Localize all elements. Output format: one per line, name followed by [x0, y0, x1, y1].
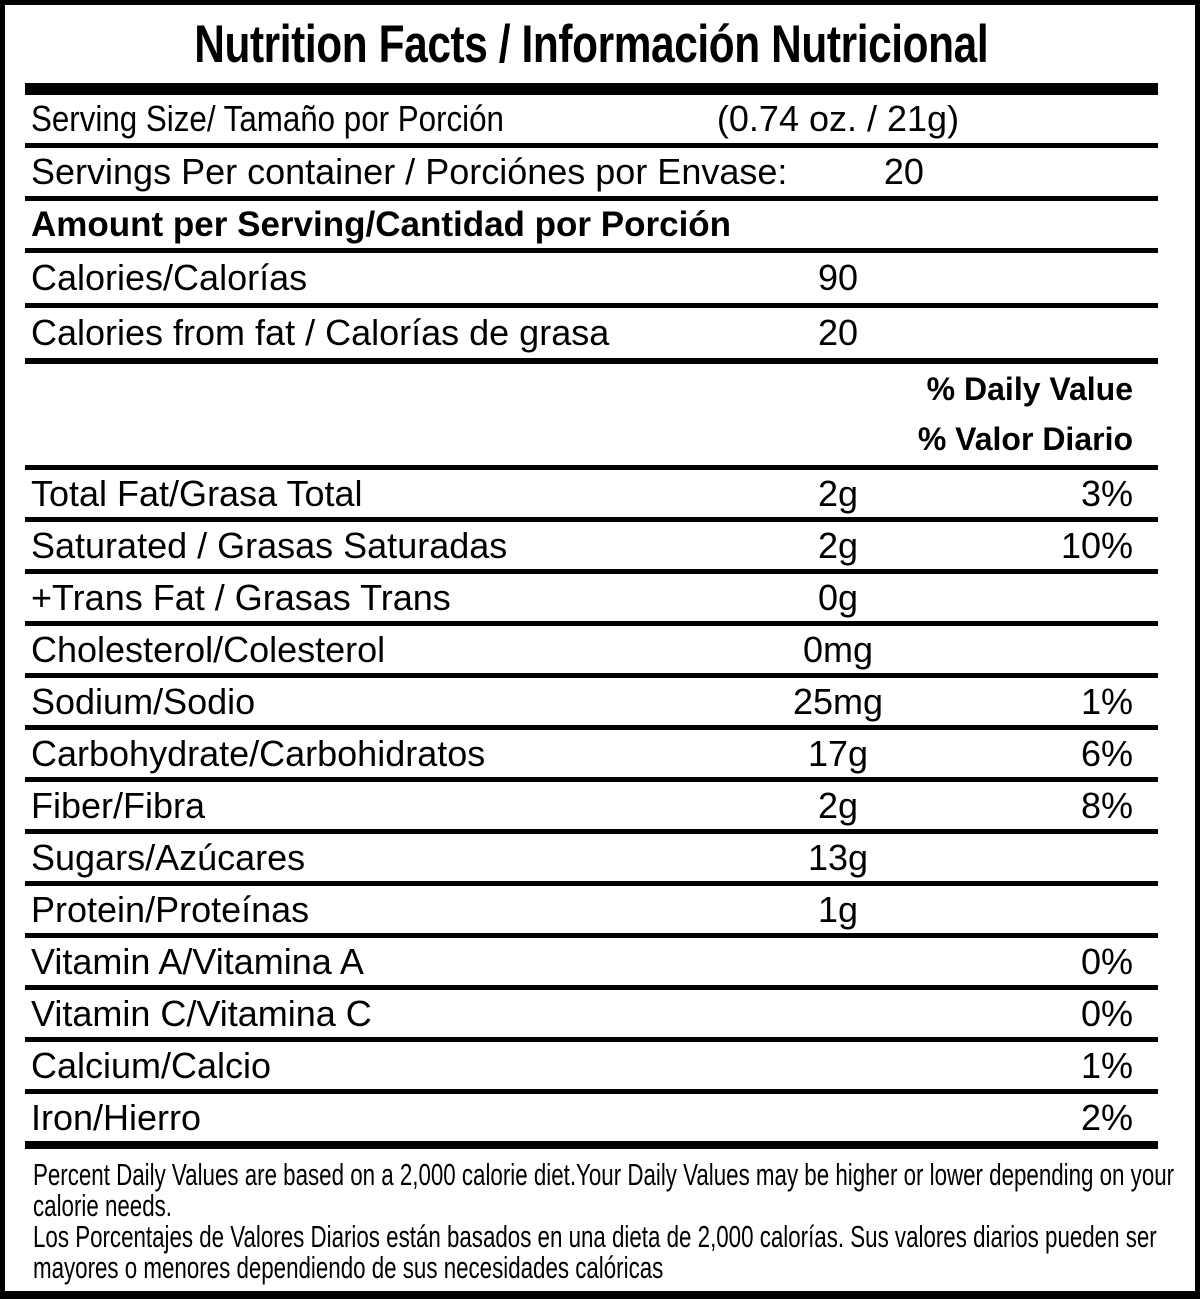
- nutrient-row-vitamin-c: [25, 990, 1158, 1042]
- footnote-es-line2: mayores o menores dependiendo de sus necesidades calóricas: [33, 1250, 664, 1285]
- servings-per-container-row: [25, 148, 1158, 201]
- calories-from-fat-value: 20: [817, 312, 859, 353]
- nutrient-percent: 0%: [1080, 992, 1133, 1034]
- nutrient-percent: 8%: [1080, 784, 1133, 826]
- nutrient-amount: 2g: [817, 472, 859, 514]
- nutrient-label: Calcium/Calcio: [31, 1044, 272, 1086]
- footnote: [25, 1149, 1175, 1285]
- footnote-es-line1: Los Porcentajes de Valores Diarios están basados en una dieta de 2,000 calorías. Sus valores diarios pueden ser: [33, 1219, 1157, 1254]
- nutrient-row-carbohydrate: [25, 730, 1158, 782]
- nutrient-label: Carbohydrate/Carbohidratos: [31, 732, 486, 774]
- nutrient-row-vitamin-a: [25, 938, 1158, 990]
- nutrient-label: Saturated / Grasas Saturadas: [31, 524, 508, 566]
- nutrient-amount: 17g: [807, 732, 869, 774]
- title-row: [25, 5, 1158, 83]
- nutrient-row-calcium: [25, 1042, 1158, 1094]
- nutrient-amount: 25mg: [792, 680, 884, 722]
- nutrient-label: Fiber/Fibra: [31, 784, 206, 826]
- nutrient-amount: 0g: [817, 576, 859, 618]
- calories-from-fat-row: [25, 308, 1158, 364]
- nutrient-label: Sugars/Azúcares: [31, 836, 306, 878]
- nutrient-row-cholesterol: [25, 626, 1158, 678]
- nutrient-row-protein: [25, 886, 1158, 938]
- serving-size-label: Serving Size/ Tamaño por Porción: [31, 98, 504, 139]
- amount-per-serving-header-row: [25, 201, 1158, 253]
- nutrient-percent: 0%: [1080, 940, 1133, 982]
- nutrient-row-iron: [25, 1094, 1158, 1149]
- nutrient-percent: 1%: [1080, 680, 1133, 722]
- amount-per-serving-header: Amount per Serving/Cantidad por Porción: [31, 204, 732, 244]
- nutrient-label: +Trans Fat / Grasas Trans: [31, 576, 451, 618]
- daily-value-header: [25, 364, 1158, 470]
- nutrient-label: Protein/Proteínas: [31, 888, 310, 930]
- nutrient-label: Vitamin A/Vitamina A: [31, 940, 364, 982]
- nutrient-row-total-fat: [25, 470, 1158, 522]
- nutrient-amount: 2g: [817, 784, 859, 826]
- nutrient-row-fiber: [25, 782, 1158, 834]
- nutrient-amount: 0mg: [802, 628, 874, 670]
- servings-per-container-value: 20: [883, 151, 924, 192]
- nutrient-amount: 2g: [817, 524, 859, 566]
- nutrient-label: Vitamin C/Vitamina C: [31, 992, 372, 1034]
- label-content: [25, 5, 1175, 1285]
- servings-per-container-label: Servings Per container / Porciónes por Envase:: [31, 151, 788, 192]
- calories-label: Calories/Calorías: [31, 257, 308, 298]
- nutrient-percent: 6%: [1080, 732, 1133, 774]
- nutrient-row-trans-fat: [25, 574, 1158, 626]
- nutrient-label: Sodium/Sodio: [31, 680, 256, 722]
- footnote-en-line1: Percent Daily Values are based on a 2,000 calorie diet.Your Daily Values may be higher or lower depending on your: [33, 1157, 1175, 1192]
- nutrient-label: Iron/Hierro: [31, 1096, 202, 1138]
- nutrient-percent: 1%: [1080, 1044, 1133, 1086]
- nutrient-row-saturated-fat: [25, 522, 1158, 574]
- nutrient-row-sodium: [25, 678, 1158, 730]
- daily-value-header-es: % Valor Diario: [917, 421, 1133, 458]
- nutrient-percent: 10%: [1060, 524, 1133, 566]
- nutrient-label: Total Fat/Grasa Total: [31, 472, 363, 514]
- calories-value: 90: [817, 257, 859, 298]
- daily-value-header-en: % Daily Value: [926, 370, 1133, 407]
- nutrient-amount: 1g: [817, 888, 859, 930]
- calories-from-fat-label: Calories from fat / Calorías de grasa: [31, 312, 610, 353]
- nutrient-label: Cholesterol/Colesterol: [31, 628, 386, 670]
- nutrient-percent: 3%: [1080, 472, 1133, 514]
- title-divider-bar: [25, 83, 1158, 95]
- page-title: Nutrition Facts / Información Nutricional: [194, 14, 989, 74]
- serving-size-row: [25, 95, 1158, 148]
- footnote-en-line2: calorie needs.: [33, 1188, 172, 1223]
- nutrient-amount: 13g: [807, 836, 869, 878]
- nutrient-percent: 2%: [1080, 1096, 1133, 1138]
- nutrient-row-sugars: [25, 834, 1158, 886]
- calories-row: [25, 253, 1158, 308]
- serving-size-value: (0.74 oz. / 21g): [716, 98, 960, 139]
